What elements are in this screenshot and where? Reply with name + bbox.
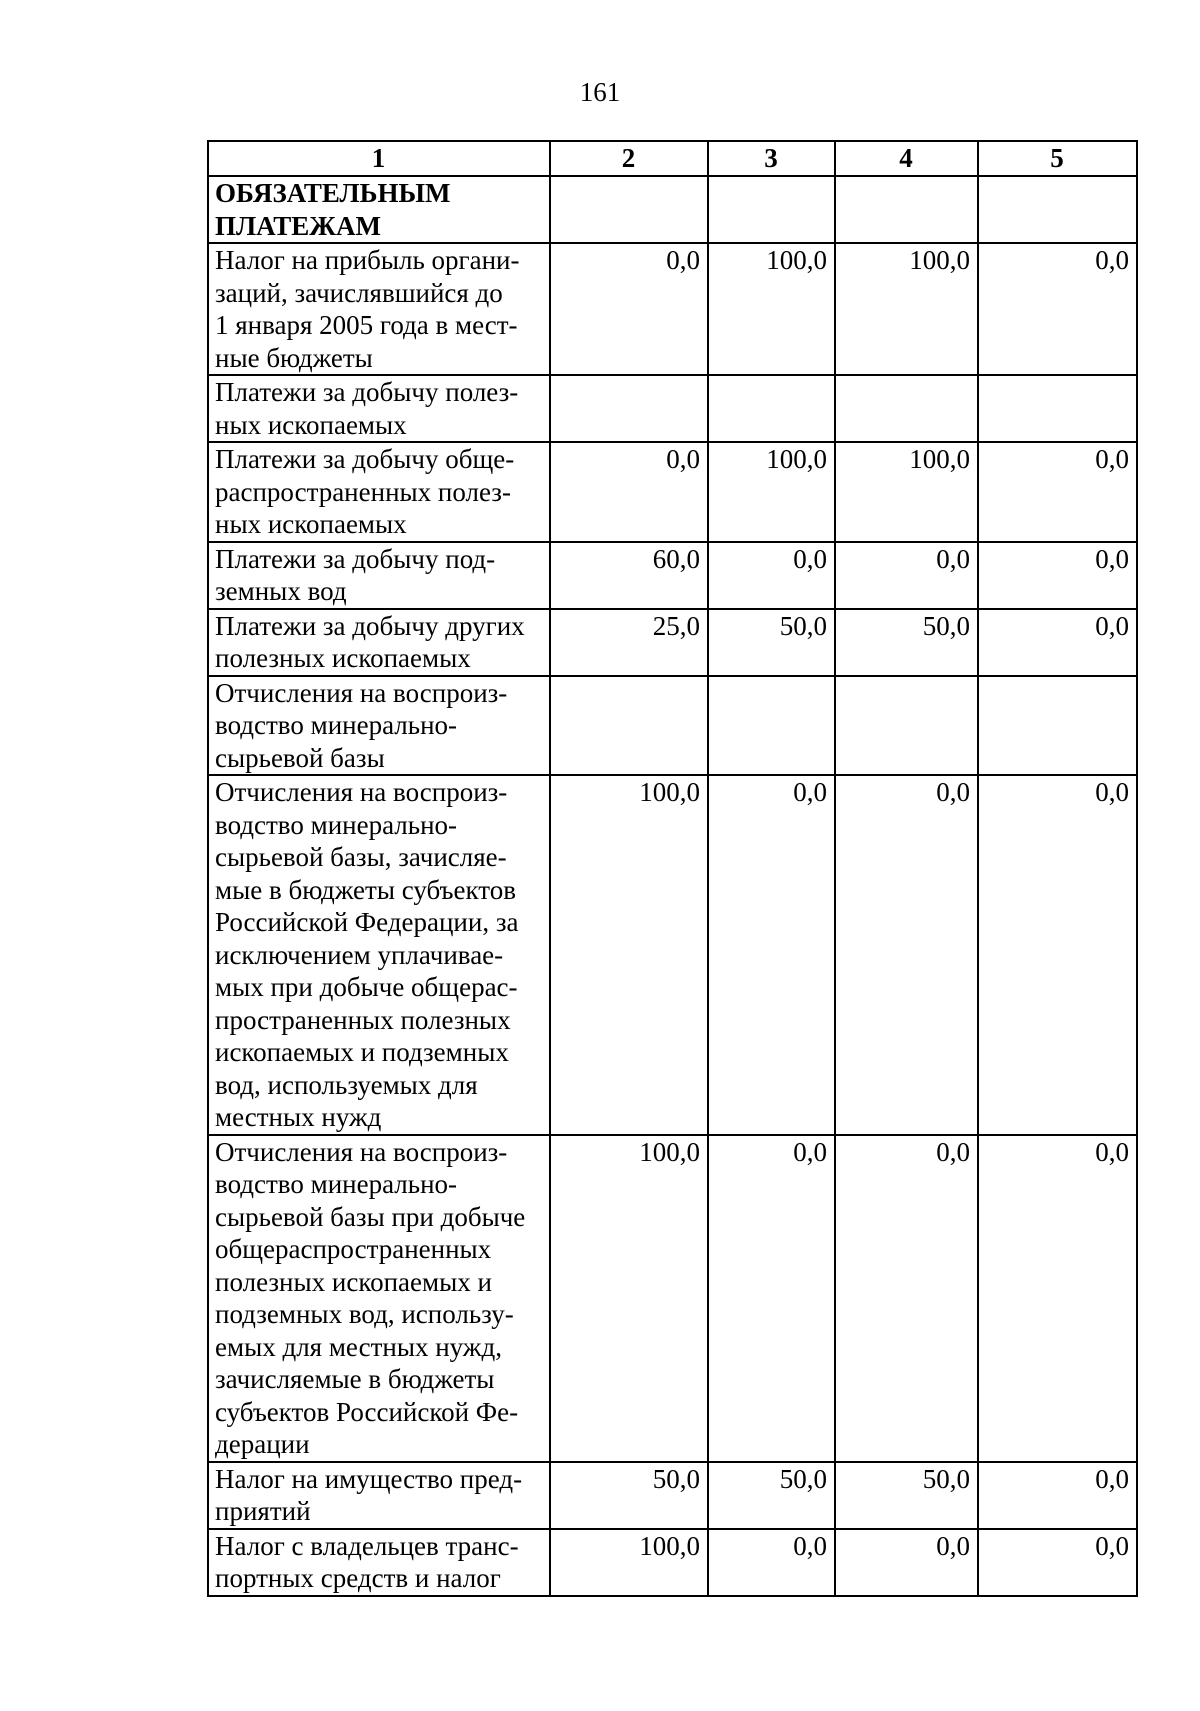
value-cell: 0,0 xyxy=(708,1529,835,1596)
value-cell: 50,0 xyxy=(708,609,835,676)
column-header: 2 xyxy=(550,141,708,176)
column-header: 4 xyxy=(835,141,978,176)
row-label-line: Российской Федерации, за xyxy=(215,907,519,937)
row-label-line: подземных вод, использу- xyxy=(215,1299,514,1329)
row-label-line: общераспространенных xyxy=(215,1234,492,1264)
value-cell xyxy=(835,176,978,243)
row-label-line: Отчисления на воспроиз- xyxy=(215,777,508,807)
budget-table xyxy=(207,140,1138,1597)
value-cell: 100,0 xyxy=(835,243,978,375)
value-cell: 0,0 xyxy=(978,1529,1137,1596)
value-cell: 0,0 xyxy=(978,775,1137,1135)
table-row xyxy=(208,609,1137,676)
row-label-line: водство минерально- xyxy=(215,710,458,740)
row-label-line: сырьевой базы при добыче xyxy=(215,1201,526,1232)
value-cell: 0,0 xyxy=(708,542,835,609)
value-cell: 0,0 xyxy=(835,542,978,609)
table-row xyxy=(208,676,1137,776)
value-cell: 0,0 xyxy=(835,1135,978,1462)
table-row xyxy=(208,775,1137,1135)
row-label xyxy=(208,676,550,776)
value-cell: 0,0 xyxy=(978,609,1137,676)
row-label-line: водство минерально- xyxy=(215,1169,458,1199)
value-cell: 60,0 xyxy=(550,542,708,609)
row-label-line: вод, используемых для xyxy=(215,1069,478,1100)
row-label xyxy=(208,609,550,676)
row-label-line: водство минерально- xyxy=(215,809,458,840)
row-label-line: Платежи за добычу обще- xyxy=(215,444,515,474)
row-label-line: пространенных полезных xyxy=(215,1004,511,1035)
row-label-line: ных ископаемых xyxy=(215,409,407,440)
row-label-line: ОБЯЗАТЕЛЬНЫМ xyxy=(215,178,451,208)
value-cell xyxy=(550,176,708,243)
row-label-line: сырьевой базы xyxy=(215,742,385,773)
value-cell xyxy=(550,676,708,776)
column-header: 5 xyxy=(978,141,1137,176)
row-label-line: портных средств и налог xyxy=(215,1563,501,1593)
value-cell: 0,0 xyxy=(978,1135,1137,1462)
value-cell: 0,0 xyxy=(835,775,978,1135)
value-cell xyxy=(550,375,708,442)
row-label-line: сырьевой базы, зачисляе- xyxy=(215,842,507,872)
row-label-line: местных нужд xyxy=(215,1102,382,1132)
page-number: 161 xyxy=(579,77,621,107)
row-label-line: полезных ископаемых xyxy=(215,643,471,673)
row-label-line: полезных ископаемых и xyxy=(215,1266,492,1297)
row-label xyxy=(208,375,550,442)
value-cell: 0,0 xyxy=(978,243,1137,375)
value-cell: 50,0 xyxy=(835,609,978,676)
value-cell xyxy=(835,676,978,776)
value-cell: 0,0 xyxy=(550,442,708,542)
value-cell xyxy=(708,375,835,442)
value-cell xyxy=(978,676,1137,776)
table-row xyxy=(208,542,1137,609)
value-cell: 100,0 xyxy=(550,775,708,1135)
column-header: 1 xyxy=(208,141,550,176)
value-cell: 0,0 xyxy=(708,775,835,1135)
value-cell: 100,0 xyxy=(708,442,835,542)
table-row xyxy=(208,375,1137,442)
row-label xyxy=(208,442,550,542)
value-cell xyxy=(978,176,1137,243)
row-label-line: Налог с владельцев транс- xyxy=(215,1530,519,1561)
row-label-line: приятий xyxy=(215,1496,311,1526)
value-cell: 100,0 xyxy=(835,442,978,542)
value-cell: 0,0 xyxy=(978,1462,1137,1529)
table-row xyxy=(208,442,1137,542)
row-label-line: мые в бюджеты субъектов xyxy=(215,874,516,905)
row-label xyxy=(208,1462,550,1529)
row-label-line: Платежи за добычу других xyxy=(215,610,525,641)
row-label-line: распространенных полез- xyxy=(215,476,511,507)
row-label-line: Налог на имущество пред- xyxy=(215,1463,523,1494)
row-label-line: Отчисления на воспроиз- xyxy=(215,677,508,708)
value-cell: 100,0 xyxy=(550,1529,708,1596)
value-cell xyxy=(835,375,978,442)
value-cell: 50,0 xyxy=(708,1462,835,1529)
row-label-line: заций, зачислявшийся до xyxy=(215,277,503,308)
row-label-line: исключением уплачивае- xyxy=(215,939,504,970)
row-label-line: ПЛАТЕЖАМ xyxy=(215,210,381,241)
header-row xyxy=(208,141,1137,176)
row-label-line: Отчисления на воспроиз- xyxy=(215,1136,508,1167)
row-label-line: 1 января 2005 года в мест- xyxy=(215,310,518,340)
row-label xyxy=(208,176,550,243)
value-cell xyxy=(708,676,835,776)
row-label-line: зачисляемые в бюджеты xyxy=(215,1364,495,1394)
row-label xyxy=(208,1135,550,1462)
table-row xyxy=(208,176,1137,243)
row-label-line: субъектов Российской Фе- xyxy=(215,1396,519,1427)
row-label xyxy=(208,1529,550,1596)
value-cell: 0,0 xyxy=(978,442,1137,542)
row-label xyxy=(208,243,550,375)
value-cell: 100,0 xyxy=(708,243,835,375)
row-label-line: земных вод xyxy=(215,576,347,606)
value-cell: 25,0 xyxy=(550,609,708,676)
row-label xyxy=(208,775,550,1135)
table-row xyxy=(208,243,1137,375)
value-cell: 50,0 xyxy=(550,1462,708,1529)
table-row xyxy=(208,1529,1137,1596)
row-label-line: ных ископаемых xyxy=(215,509,407,539)
table-row xyxy=(208,1462,1137,1529)
row-label-line: дерации xyxy=(215,1429,310,1459)
value-cell: 0,0 xyxy=(978,542,1137,609)
row-label-line: ископаемых и подземных xyxy=(215,1037,509,1067)
row-label-line: Налог на прибыль органи- xyxy=(215,245,520,275)
value-cell: 50,0 xyxy=(835,1462,978,1529)
value-cell: 0,0 xyxy=(708,1135,835,1462)
value-cell xyxy=(708,176,835,243)
column-header: 3 xyxy=(708,141,835,176)
row-label-line: емых для местных нужд, xyxy=(215,1331,502,1362)
row-label xyxy=(208,542,550,609)
value-cell xyxy=(978,375,1137,442)
table-row xyxy=(208,1135,1137,1462)
value-cell: 0,0 xyxy=(550,243,708,375)
row-label-line: мых при добыче общерас- xyxy=(215,972,518,1002)
value-cell: 100,0 xyxy=(550,1135,708,1462)
row-label-line: Платежи за добычу под- xyxy=(215,543,496,574)
row-label-line: Платежи за добычу полез- xyxy=(215,377,519,407)
value-cell: 0,0 xyxy=(835,1529,978,1596)
row-label-line: ные бюджеты xyxy=(215,342,373,373)
